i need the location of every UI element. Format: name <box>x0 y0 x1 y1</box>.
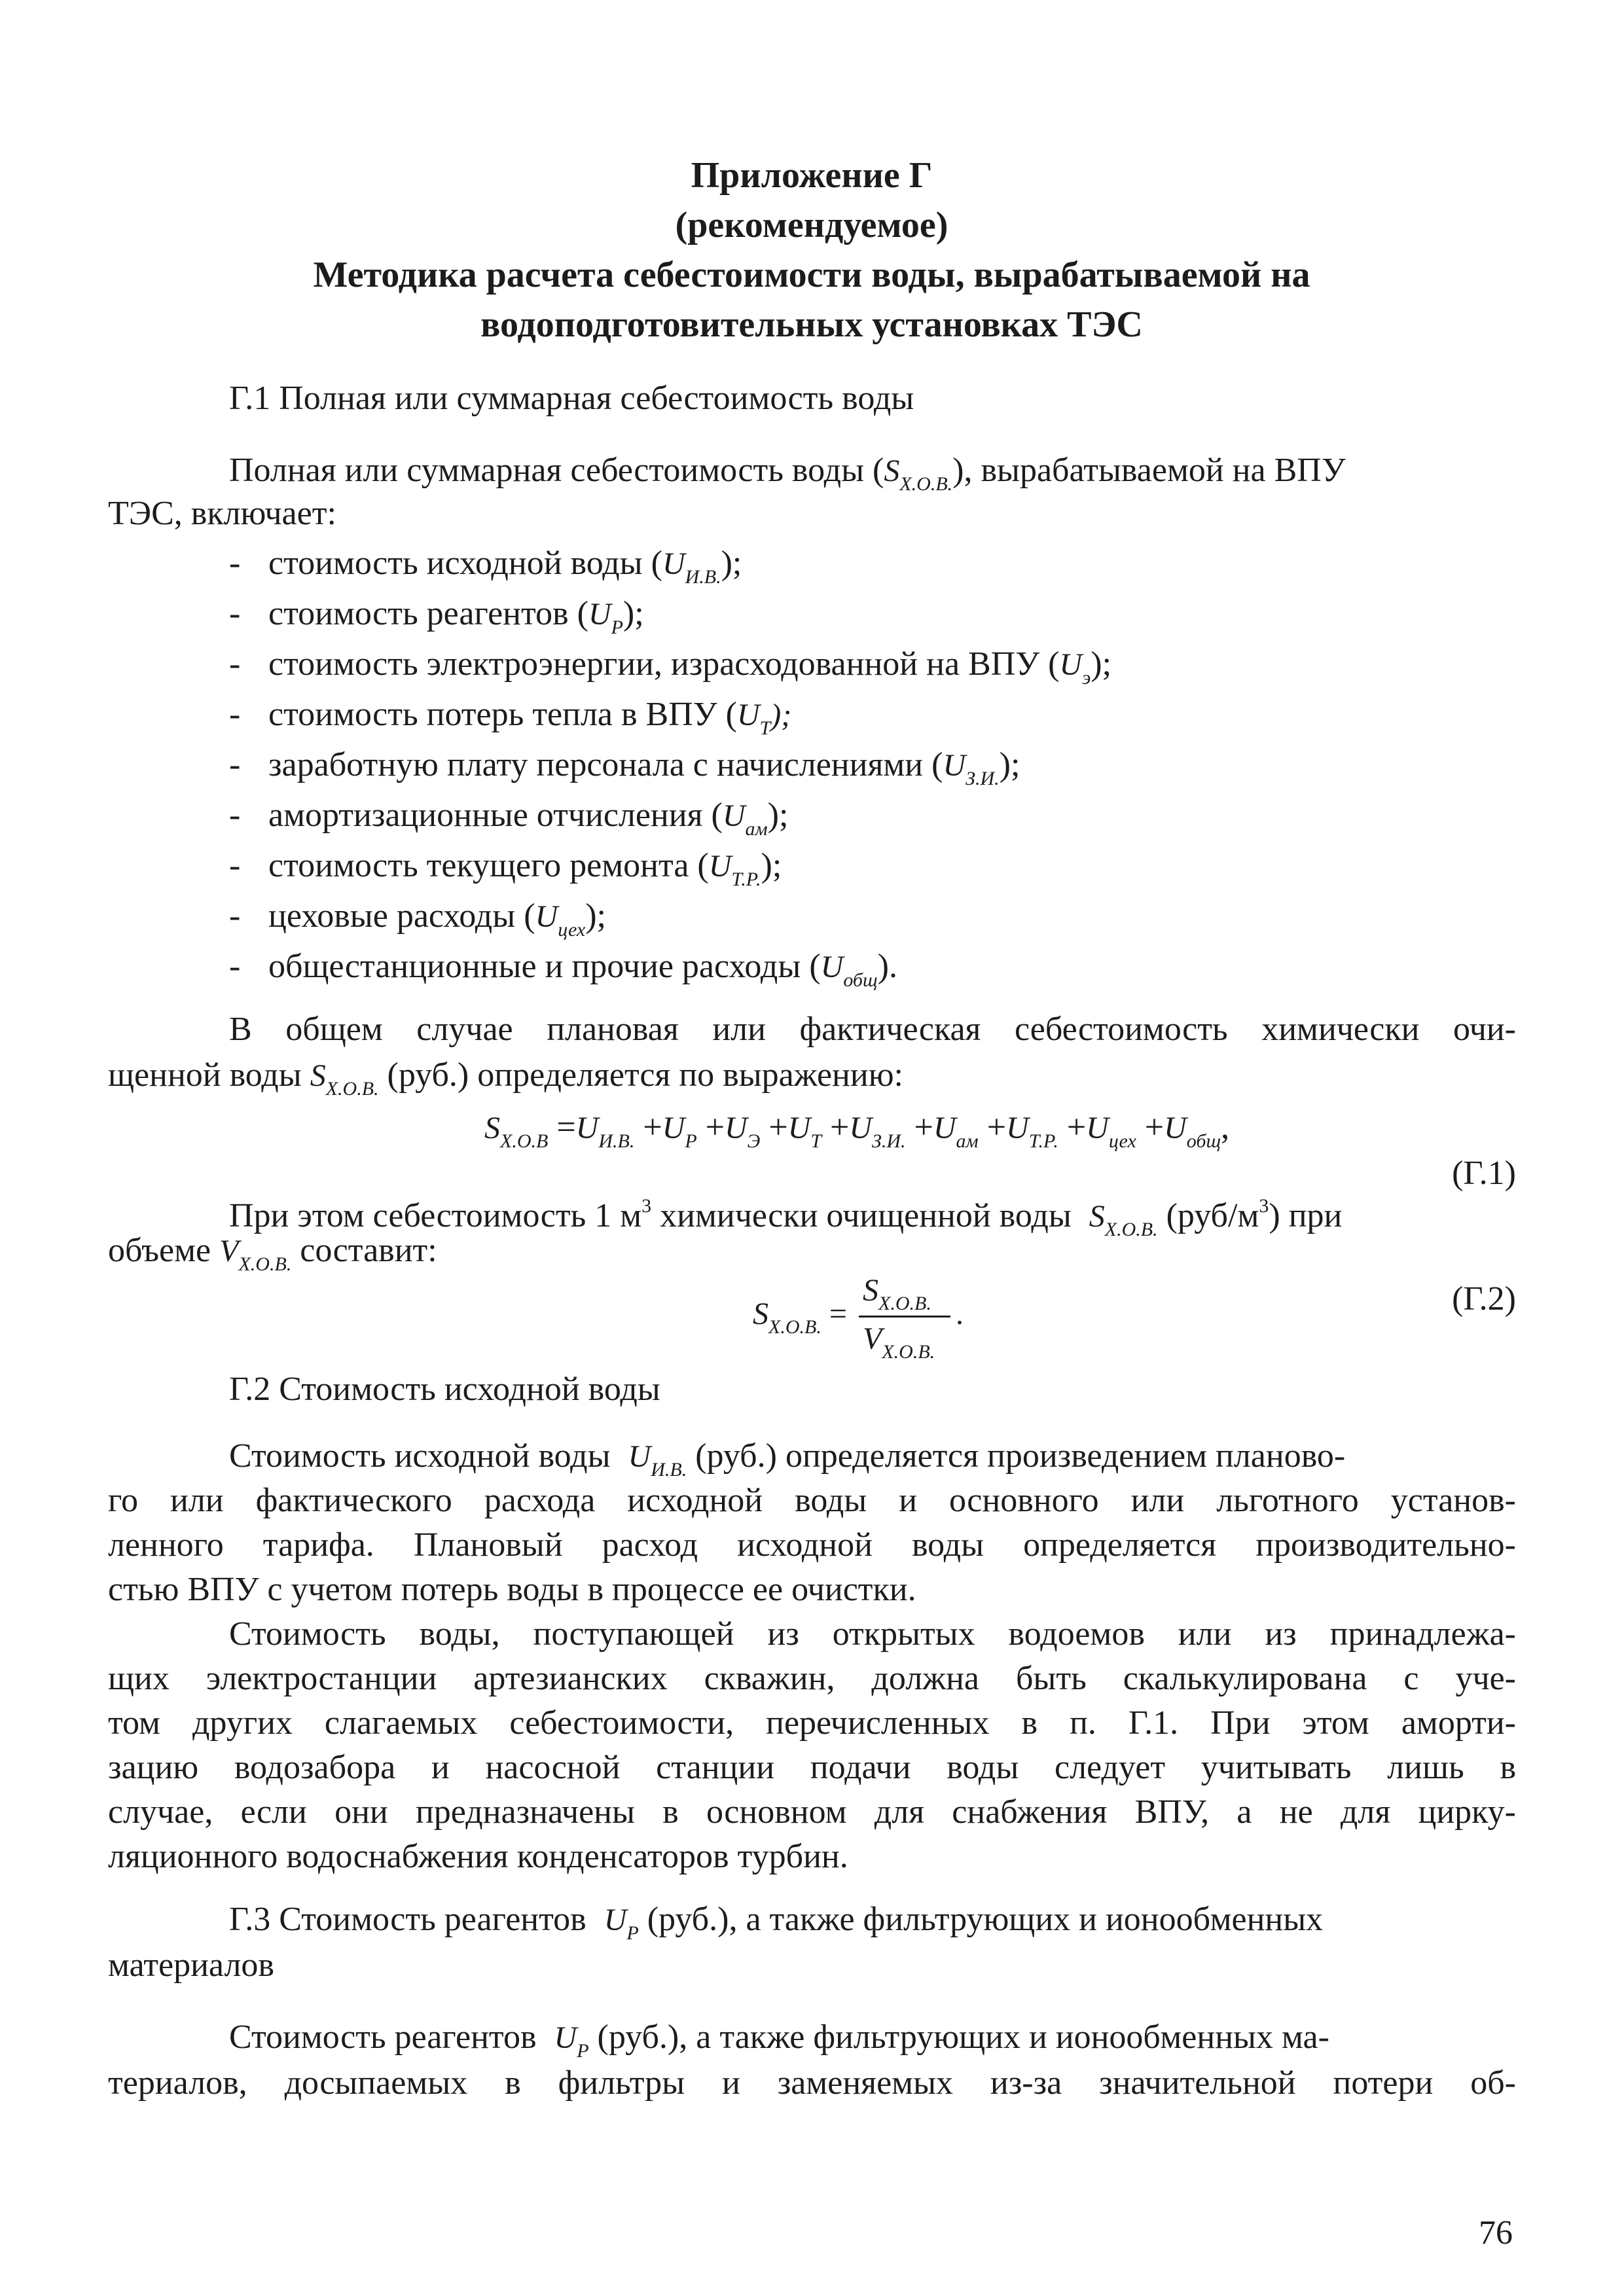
eq2-numerator: $S_{Х.О.В.}$ <box>863 1273 931 1314</box>
g2-para2-line5: случае, если они предназначены в основном для снабжения ВПУ, а не для цирку- <box>108 1793 1516 1831</box>
appendix-title: Приложение Г <box>691 155 933 196</box>
list-dash: - <box>229 797 241 834</box>
appendix-heading-line1: Методика расчета себестоимости воды, вырабатываемой на <box>313 255 1310 295</box>
appendix-heading-line2: водоподготовительных установках ТЭС <box>480 304 1143 345</box>
g1-para3-line1: При этом себестоимость 1 $м^3$ химически очищенной воды $S_{Х.О.В.}$ $(руб/м^3)$ при <box>229 1195 1343 1240</box>
g1-para2-line1: В общем случае плановая или фактическая себестоимость химически очи- <box>229 1011 1516 1048</box>
list-item: заработную плату персонала с начислениями $(U_{З.И.})$; <box>268 746 1020 789</box>
g3-para1-line2: териалов, досыпаемых в фильтры и заменяемых из-за значительной потери об- <box>108 2064 1516 2102</box>
section-g1-title: Г.1 Полная или суммарная себестоимость воды <box>229 380 914 417</box>
g2-para2-line6: ляционного водоснабжения конденсаторов турбин. <box>108 1838 848 1875</box>
list-item: стоимость электроэнергии, израсходованной на ВПУ $(U_э)$; <box>268 645 1112 689</box>
g3-para1-line1: Стоимость реагентов $U_Р$ (руб.), а также фильтрующих и ионообменных ма- <box>229 2018 1329 2062</box>
section-g3-title-line1: Г.3 Стоимость реагентов $U_Р$ (руб.), а также фильтрующих и ионообменных <box>229 1901 1324 1944</box>
eq2-dot: . <box>956 1297 964 1331</box>
g2-para1-line4: стью ВПУ с учетом потерь воды в процессе ее очистки. <box>108 1571 916 1608</box>
g2-para2-line4: зацию водозабора и насосной станции подачи воды следует учитывать лишь в <box>108 1749 1516 1786</box>
g2-para1-line2: го или фактического расхода исходной воды и основного или льготного установ- <box>108 1482 1516 1519</box>
g1-para2-line2: щенной воды $S_{Х.О.В.}$ (руб.) определяется по выражению: <box>108 1056 903 1100</box>
list-dash: - <box>229 948 241 985</box>
eq2-lhs: $S_{Х.О.В.}$ = <box>753 1297 847 1338</box>
g2-para2-line2: щих электростанции артезианских скважин, должна быть скалькулирована с уче- <box>108 1660 1516 1697</box>
g1-intro-line1: Полная или суммарная себестоимость воды $(S_{Х.О.В.})$, вырабатываемой на ВПУ <box>229 452 1346 495</box>
list-dash: - <box>229 595 241 632</box>
g1-intro-line2: ТЭС, включает: <box>108 495 336 532</box>
symbol-s-xov: $S_{Х.О.В.}$ <box>310 1058 379 1100</box>
equation-g1: $S_{Х.О.В} =U_{И.В.} +U_Р +U_Э +U_Т +U_{З.И.} +U_{ам} +U_{Т.Р.} +U_{цех} +U_{общ}$, <box>484 1109 1230 1152</box>
list-item: стоимость потерь тепла в ВПУ $(U_Т)$; <box>268 696 792 739</box>
list-dash: - <box>229 545 241 582</box>
g1-para3-line2: объеме $V_{Х.О.В.}$ составит: <box>108 1232 437 1275</box>
list-dash: - <box>229 847 241 884</box>
page-number: 76 <box>1479 2214 1513 2251</box>
list-item: цеховые расходы $(U_{цех})$; <box>268 897 606 941</box>
list-item: стоимость текущего ремонта $(U_{Т.Р.})$; <box>268 847 782 890</box>
list-item: стоимость исходной воды $(U_{И.В.})$; <box>268 545 742 588</box>
section-g3-title-line2: материалов <box>108 1946 274 1984</box>
eq2-denominator: $V_{Х.О.В.}$ <box>863 1321 935 1363</box>
appendix-subtitle: (рекомендуемое) <box>675 205 948 245</box>
equation-number-g1: (Г.1) <box>1452 1155 1516 1192</box>
section-g2-title: Г.2 Стоимость исходной воды <box>229 1371 660 1408</box>
g2-para2-line1: Стоимость воды, поступающей из открытых водоемов или из принадлежа- <box>229 1615 1516 1653</box>
list-dash: - <box>229 696 241 733</box>
g2-para1-line1: Стоимость исходной воды $U_{И.В.}$ (руб.) определяется произведением планово- <box>229 1437 1346 1480</box>
g2-para1-line3: ленного тарифа. Плановый расход исходной воды определяется производительно- <box>108 1526 1516 1564</box>
symbol-s-xov: $S_{Х.О.В.}$ <box>884 454 953 495</box>
list-item: стоимость реагентов $(U_Р)$; <box>268 595 644 638</box>
list-dash: - <box>229 645 241 683</box>
fraction-bar <box>859 1316 950 1318</box>
g2-para2-line3: том других слагаемых себестоимости, перечисленных в п. Г.1. При этом аморти- <box>108 1704 1516 1742</box>
list-dash: - <box>229 746 241 783</box>
list-dash: - <box>229 897 241 935</box>
list-item: амортизационные отчисления $(U_{ам})$; <box>268 797 789 840</box>
list-item: общестанционные и прочие расходы $(U_{общ})$. <box>268 948 897 991</box>
equation-number-g2: (Г.2) <box>1452 1280 1516 1318</box>
